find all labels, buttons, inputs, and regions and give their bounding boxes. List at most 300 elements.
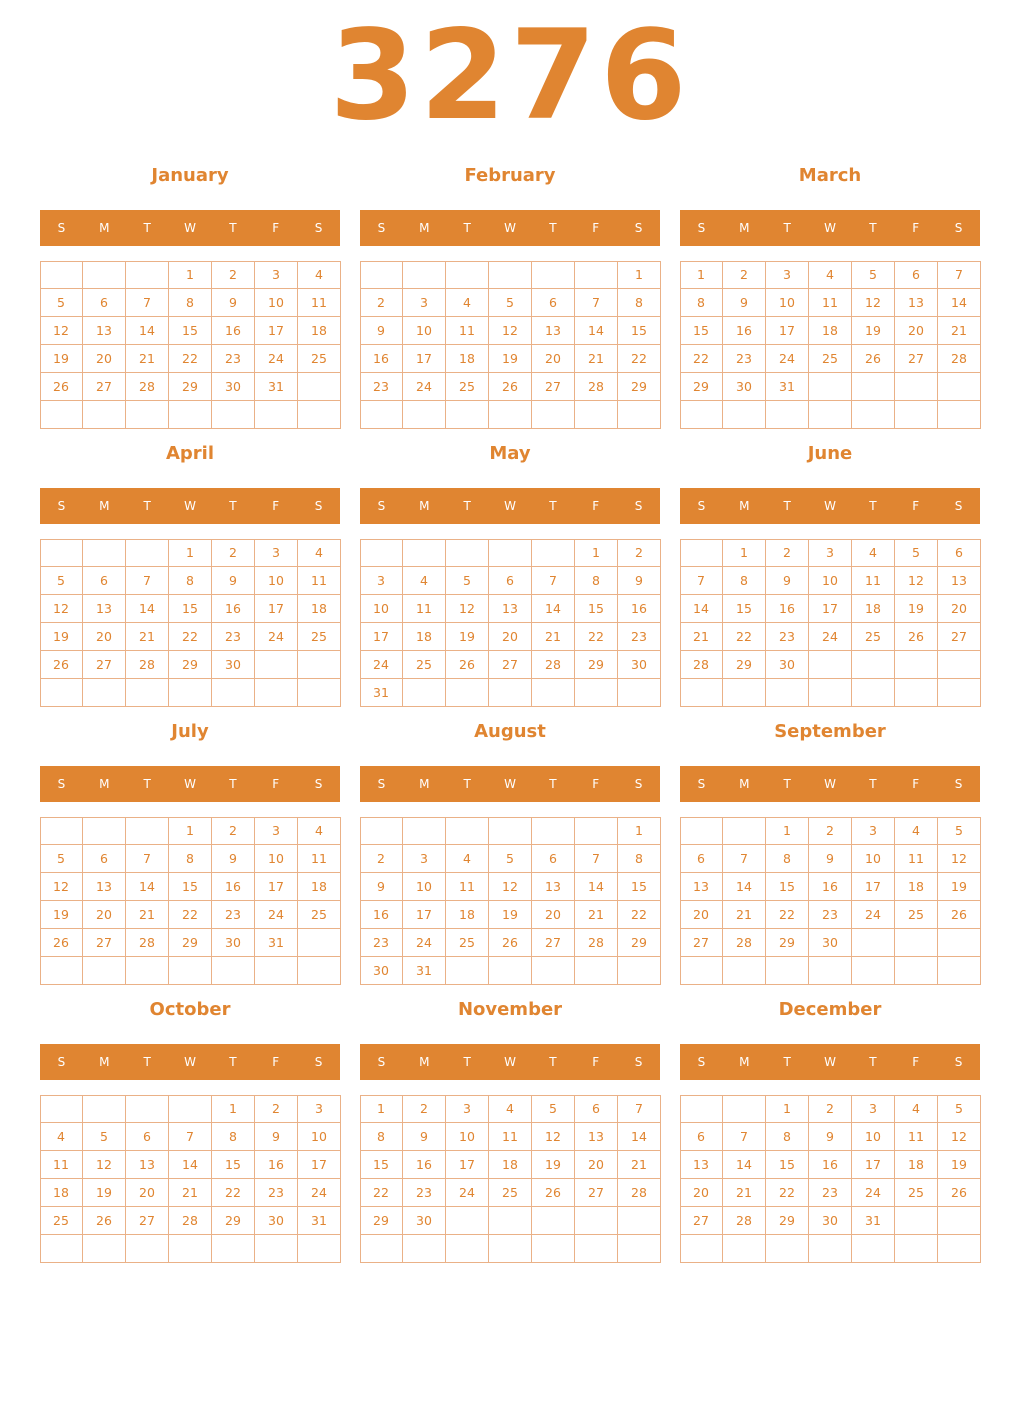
day-cell: 24 bbox=[809, 623, 852, 651]
day-cell: 13 bbox=[680, 1151, 723, 1179]
day-cell: 27 bbox=[532, 929, 575, 957]
empty-cell bbox=[169, 679, 212, 707]
day-cell: 16 bbox=[255, 1151, 298, 1179]
day-cell: 22 bbox=[212, 1179, 255, 1207]
weekday-label: T bbox=[549, 499, 557, 513]
month-name: May bbox=[489, 443, 531, 464]
empty-cell bbox=[895, 679, 938, 707]
day-cell: 18 bbox=[446, 345, 489, 373]
weekday-label: M bbox=[739, 499, 750, 513]
day-cell: 3 bbox=[809, 539, 852, 567]
day-cell: 6 bbox=[680, 845, 723, 873]
day-cell: 21 bbox=[938, 317, 981, 345]
day-cell: 4 bbox=[298, 261, 341, 289]
day-cell: 8 bbox=[169, 845, 212, 873]
empty-cell bbox=[83, 539, 126, 567]
day-cell: 23 bbox=[618, 623, 661, 651]
empty-cell bbox=[852, 373, 895, 401]
empty-cell bbox=[938, 1235, 981, 1263]
day-cell: 4 bbox=[40, 1123, 83, 1151]
day-cell: 21 bbox=[680, 623, 723, 651]
day-cell: 1 bbox=[212, 1095, 255, 1123]
weekday-label: S bbox=[377, 777, 386, 791]
weekday-header bbox=[40, 210, 340, 246]
weekday-label: M bbox=[99, 1055, 110, 1069]
day-cell: 28 bbox=[575, 929, 618, 957]
empty-cell bbox=[255, 401, 298, 429]
day-cell: 25 bbox=[403, 651, 446, 679]
weekday-label: T bbox=[229, 221, 237, 235]
weekday-label: S bbox=[697, 499, 706, 513]
empty-cell bbox=[446, 1207, 489, 1235]
empty-cell bbox=[403, 1235, 446, 1263]
day-cell: 11 bbox=[298, 289, 341, 317]
empty-cell bbox=[489, 817, 532, 845]
day-cell: 17 bbox=[255, 873, 298, 901]
day-cell: 3 bbox=[298, 1095, 341, 1123]
day-grid bbox=[680, 261, 981, 430]
month-name: July bbox=[171, 721, 209, 742]
empty-cell bbox=[766, 957, 809, 985]
empty-cell bbox=[766, 1235, 809, 1263]
day-cell: 30 bbox=[212, 373, 255, 401]
empty-cell bbox=[680, 817, 723, 845]
day-cell: 2 bbox=[403, 1095, 446, 1123]
empty-cell bbox=[938, 929, 981, 957]
day-cell: 3 bbox=[766, 261, 809, 289]
day-cell: 2 bbox=[212, 539, 255, 567]
month-name: February bbox=[464, 165, 556, 186]
day-cell: 22 bbox=[169, 345, 212, 373]
weekday-label: M bbox=[99, 221, 110, 235]
empty-cell bbox=[852, 1235, 895, 1263]
weekday-label: W bbox=[824, 221, 836, 235]
day-cell: 11 bbox=[895, 1123, 938, 1151]
day-cell: 12 bbox=[489, 317, 532, 345]
day-cell: 24 bbox=[852, 1179, 895, 1207]
weekday-label: T bbox=[869, 1055, 877, 1069]
day-cell: 12 bbox=[852, 289, 895, 317]
day-cell: 6 bbox=[532, 845, 575, 873]
day-cell: 10 bbox=[446, 1123, 489, 1151]
weekday-label: S bbox=[954, 777, 963, 791]
day-cell: 10 bbox=[255, 845, 298, 873]
empty-cell bbox=[446, 957, 489, 985]
day-cell: 16 bbox=[212, 595, 255, 623]
day-cell: 2 bbox=[618, 539, 661, 567]
weekday-label: W bbox=[824, 777, 836, 791]
day-cell: 22 bbox=[169, 901, 212, 929]
day-cell: 19 bbox=[489, 345, 532, 373]
day-cell: 17 bbox=[403, 345, 446, 373]
empty-cell bbox=[403, 401, 446, 429]
empty-cell bbox=[298, 1235, 341, 1263]
day-cell: 23 bbox=[360, 373, 403, 401]
day-cell: 25 bbox=[895, 901, 938, 929]
empty-cell bbox=[83, 1235, 126, 1263]
day-grid bbox=[680, 539, 981, 708]
day-cell: 29 bbox=[766, 929, 809, 957]
day-cell: 2 bbox=[360, 845, 403, 873]
day-cell: 23 bbox=[403, 1179, 446, 1207]
day-cell: 9 bbox=[255, 1123, 298, 1151]
day-cell: 11 bbox=[446, 873, 489, 901]
day-cell: 3 bbox=[255, 261, 298, 289]
day-cell: 8 bbox=[766, 1123, 809, 1151]
weekday-label: T bbox=[549, 777, 557, 791]
empty-cell bbox=[723, 1095, 766, 1123]
day-cell: 17 bbox=[360, 623, 403, 651]
day-cell: 31 bbox=[766, 373, 809, 401]
empty-cell bbox=[255, 1235, 298, 1263]
day-cell: 24 bbox=[766, 345, 809, 373]
day-cell: 21 bbox=[126, 623, 169, 651]
weekday-label: S bbox=[954, 1055, 963, 1069]
empty-cell bbox=[895, 651, 938, 679]
day-cell: 3 bbox=[403, 845, 446, 873]
day-cell: 28 bbox=[938, 345, 981, 373]
empty-cell bbox=[938, 373, 981, 401]
empty-cell bbox=[852, 651, 895, 679]
day-cell: 19 bbox=[40, 901, 83, 929]
day-cell: 19 bbox=[852, 317, 895, 345]
weekday-label: S bbox=[377, 1055, 386, 1069]
day-cell: 29 bbox=[169, 373, 212, 401]
weekday-header bbox=[360, 210, 660, 246]
day-cell: 20 bbox=[895, 317, 938, 345]
day-cell: 9 bbox=[360, 873, 403, 901]
day-cell: 14 bbox=[532, 595, 575, 623]
weekday-label: T bbox=[463, 777, 471, 791]
empty-cell bbox=[126, 401, 169, 429]
empty-cell bbox=[723, 1235, 766, 1263]
weekday-label: T bbox=[549, 221, 557, 235]
weekday-label: T bbox=[143, 777, 151, 791]
empty-cell bbox=[895, 401, 938, 429]
empty-cell bbox=[126, 957, 169, 985]
day-cell: 21 bbox=[575, 901, 618, 929]
day-cell: 10 bbox=[852, 1123, 895, 1151]
day-cell: 15 bbox=[680, 317, 723, 345]
weekday-label: M bbox=[419, 221, 430, 235]
day-cell: 7 bbox=[169, 1123, 212, 1151]
day-cell: 9 bbox=[723, 289, 766, 317]
day-cell: 5 bbox=[852, 261, 895, 289]
empty-cell bbox=[575, 679, 618, 707]
weekday-label: T bbox=[549, 1055, 557, 1069]
weekday-label: W bbox=[504, 1055, 516, 1069]
day-cell: 19 bbox=[40, 623, 83, 651]
day-grid bbox=[360, 261, 661, 430]
day-cell: 19 bbox=[938, 873, 981, 901]
empty-cell bbox=[126, 1095, 169, 1123]
day-cell: 28 bbox=[618, 1179, 661, 1207]
day-cell: 2 bbox=[766, 539, 809, 567]
day-cell: 29 bbox=[360, 1207, 403, 1235]
day-cell: 11 bbox=[298, 567, 341, 595]
weekday-label: W bbox=[184, 1055, 196, 1069]
day-cell: 14 bbox=[938, 289, 981, 317]
empty-cell bbox=[680, 1095, 723, 1123]
day-cell: 9 bbox=[809, 845, 852, 873]
day-cell: 28 bbox=[575, 373, 618, 401]
day-cell: 26 bbox=[489, 373, 532, 401]
day-cell: 23 bbox=[212, 901, 255, 929]
weekday-label: W bbox=[184, 221, 196, 235]
weekday-label: T bbox=[143, 499, 151, 513]
weekday-label: T bbox=[869, 777, 877, 791]
day-cell: 19 bbox=[938, 1151, 981, 1179]
day-cell: 14 bbox=[723, 873, 766, 901]
day-grid bbox=[40, 261, 341, 430]
empty-cell bbox=[575, 401, 618, 429]
day-cell: 26 bbox=[895, 623, 938, 651]
day-cell: 28 bbox=[723, 929, 766, 957]
day-cell: 20 bbox=[489, 623, 532, 651]
day-cell: 12 bbox=[83, 1151, 126, 1179]
day-cell: 30 bbox=[809, 1207, 852, 1235]
day-cell: 11 bbox=[403, 595, 446, 623]
day-cell: 27 bbox=[83, 929, 126, 957]
day-cell: 18 bbox=[298, 317, 341, 345]
day-cell: 5 bbox=[446, 567, 489, 595]
weekday-label: S bbox=[634, 499, 643, 513]
empty-cell bbox=[489, 401, 532, 429]
day-cell: 18 bbox=[298, 873, 341, 901]
day-cell: 18 bbox=[298, 595, 341, 623]
weekday-label: M bbox=[419, 777, 430, 791]
empty-cell bbox=[938, 401, 981, 429]
empty-cell bbox=[126, 679, 169, 707]
day-cell: 29 bbox=[212, 1207, 255, 1235]
weekday-label: F bbox=[912, 777, 920, 791]
day-grid bbox=[360, 817, 661, 986]
empty-cell bbox=[298, 373, 341, 401]
weekday-label: S bbox=[314, 221, 323, 235]
empty-cell bbox=[618, 1207, 661, 1235]
day-cell: 23 bbox=[723, 345, 766, 373]
day-cell: 21 bbox=[169, 1179, 212, 1207]
day-cell: 27 bbox=[680, 929, 723, 957]
weekday-label: F bbox=[592, 221, 600, 235]
day-cell: 6 bbox=[532, 289, 575, 317]
weekday-label: F bbox=[272, 1055, 280, 1069]
day-cell: 8 bbox=[766, 845, 809, 873]
day-cell: 24 bbox=[852, 901, 895, 929]
empty-cell bbox=[40, 1095, 83, 1123]
day-cell: 24 bbox=[403, 929, 446, 957]
day-cell: 26 bbox=[40, 373, 83, 401]
day-cell: 27 bbox=[83, 651, 126, 679]
empty-cell bbox=[532, 539, 575, 567]
weekday-header bbox=[40, 1044, 340, 1080]
day-cell: 11 bbox=[298, 845, 341, 873]
day-cell: 24 bbox=[298, 1179, 341, 1207]
empty-cell bbox=[680, 1235, 723, 1263]
day-cell: 19 bbox=[83, 1179, 126, 1207]
empty-cell bbox=[809, 651, 852, 679]
day-cell: 15 bbox=[212, 1151, 255, 1179]
day-cell: 23 bbox=[360, 929, 403, 957]
day-cell: 14 bbox=[126, 317, 169, 345]
day-cell: 20 bbox=[532, 901, 575, 929]
empty-cell bbox=[938, 1207, 981, 1235]
day-cell: 21 bbox=[723, 901, 766, 929]
day-cell: 6 bbox=[126, 1123, 169, 1151]
empty-cell bbox=[852, 957, 895, 985]
empty-cell bbox=[40, 1235, 83, 1263]
day-cell: 3 bbox=[446, 1095, 489, 1123]
day-cell: 19 bbox=[40, 345, 83, 373]
weekday-label: M bbox=[99, 499, 110, 513]
day-cell: 23 bbox=[766, 623, 809, 651]
day-cell: 17 bbox=[298, 1151, 341, 1179]
day-cell: 7 bbox=[680, 567, 723, 595]
empty-cell bbox=[298, 651, 341, 679]
day-cell: 18 bbox=[852, 595, 895, 623]
month-name: November bbox=[457, 999, 563, 1020]
empty-cell bbox=[895, 373, 938, 401]
day-cell: 2 bbox=[212, 817, 255, 845]
day-cell: 5 bbox=[489, 289, 532, 317]
day-cell: 4 bbox=[298, 817, 341, 845]
day-cell: 13 bbox=[680, 873, 723, 901]
weekday-header bbox=[680, 488, 980, 524]
empty-cell bbox=[126, 261, 169, 289]
weekday-label: W bbox=[184, 777, 196, 791]
day-cell: 23 bbox=[212, 345, 255, 373]
day-cell: 28 bbox=[723, 1207, 766, 1235]
day-cell: 4 bbox=[895, 817, 938, 845]
day-cell: 13 bbox=[532, 317, 575, 345]
day-cell: 7 bbox=[126, 289, 169, 317]
weekday-label: F bbox=[272, 777, 280, 791]
day-cell: 4 bbox=[446, 289, 489, 317]
day-cell: 2 bbox=[212, 261, 255, 289]
empty-cell bbox=[852, 401, 895, 429]
day-cell: 28 bbox=[169, 1207, 212, 1235]
day-cell: 31 bbox=[360, 679, 403, 707]
day-cell: 6 bbox=[489, 567, 532, 595]
weekday-label: F bbox=[592, 777, 600, 791]
day-cell: 31 bbox=[255, 929, 298, 957]
weekday-label: S bbox=[634, 221, 643, 235]
day-cell: 30 bbox=[723, 373, 766, 401]
day-cell: 28 bbox=[126, 929, 169, 957]
day-cell: 24 bbox=[403, 373, 446, 401]
day-cell: 17 bbox=[852, 873, 895, 901]
empty-cell bbox=[255, 651, 298, 679]
empty-cell bbox=[575, 817, 618, 845]
empty-cell bbox=[212, 957, 255, 985]
day-cell: 1 bbox=[766, 817, 809, 845]
day-cell: 7 bbox=[575, 289, 618, 317]
day-cell: 14 bbox=[723, 1151, 766, 1179]
day-cell: 8 bbox=[618, 289, 661, 317]
empty-cell bbox=[40, 261, 83, 289]
day-cell: 22 bbox=[618, 901, 661, 929]
day-cell: 16 bbox=[212, 317, 255, 345]
day-cell: 8 bbox=[680, 289, 723, 317]
weekday-label: T bbox=[869, 221, 877, 235]
empty-cell bbox=[766, 679, 809, 707]
day-cell: 6 bbox=[938, 539, 981, 567]
day-cell: 27 bbox=[83, 373, 126, 401]
weekday-label: S bbox=[954, 221, 963, 235]
day-cell: 26 bbox=[938, 1179, 981, 1207]
day-cell: 29 bbox=[575, 651, 618, 679]
day-cell: 8 bbox=[618, 845, 661, 873]
day-cell: 7 bbox=[618, 1095, 661, 1123]
day-cell: 11 bbox=[809, 289, 852, 317]
empty-cell bbox=[489, 679, 532, 707]
day-cell: 3 bbox=[852, 1095, 895, 1123]
empty-cell bbox=[852, 929, 895, 957]
day-cell: 24 bbox=[255, 901, 298, 929]
empty-cell bbox=[298, 401, 341, 429]
empty-cell bbox=[809, 373, 852, 401]
day-cell: 11 bbox=[852, 567, 895, 595]
empty-cell bbox=[895, 957, 938, 985]
day-cell: 17 bbox=[255, 595, 298, 623]
weekday-label: S bbox=[314, 499, 323, 513]
day-cell: 26 bbox=[489, 929, 532, 957]
empty-cell bbox=[83, 261, 126, 289]
day-cell: 24 bbox=[255, 623, 298, 651]
weekday-label: W bbox=[504, 499, 516, 513]
day-cell: 29 bbox=[766, 1207, 809, 1235]
day-cell: 22 bbox=[618, 345, 661, 373]
empty-cell bbox=[255, 679, 298, 707]
empty-cell bbox=[489, 539, 532, 567]
weekday-header bbox=[360, 488, 660, 524]
day-cell: 20 bbox=[532, 345, 575, 373]
weekday-header bbox=[360, 1044, 660, 1080]
day-cell: 28 bbox=[680, 651, 723, 679]
empty-cell bbox=[618, 679, 661, 707]
day-cell: 16 bbox=[766, 595, 809, 623]
day-cell: 1 bbox=[618, 261, 661, 289]
day-cell: 4 bbox=[489, 1095, 532, 1123]
empty-cell bbox=[360, 261, 403, 289]
empty-cell bbox=[532, 1207, 575, 1235]
day-cell: 7 bbox=[126, 567, 169, 595]
day-cell: 20 bbox=[938, 595, 981, 623]
day-cell: 1 bbox=[618, 817, 661, 845]
day-cell: 24 bbox=[446, 1179, 489, 1207]
empty-cell bbox=[40, 401, 83, 429]
empty-cell bbox=[532, 261, 575, 289]
day-cell: 14 bbox=[575, 317, 618, 345]
day-cell: 13 bbox=[938, 567, 981, 595]
day-cell: 25 bbox=[446, 929, 489, 957]
empty-cell bbox=[83, 957, 126, 985]
day-cell: 4 bbox=[895, 1095, 938, 1123]
day-cell: 12 bbox=[40, 595, 83, 623]
weekday-label: S bbox=[57, 221, 66, 235]
empty-cell bbox=[298, 679, 341, 707]
day-cell: 5 bbox=[489, 845, 532, 873]
weekday-label: S bbox=[697, 777, 706, 791]
day-grid bbox=[40, 539, 341, 708]
day-cell: 16 bbox=[809, 873, 852, 901]
weekday-label: S bbox=[377, 221, 386, 235]
day-cell: 16 bbox=[809, 1151, 852, 1179]
day-cell: 17 bbox=[403, 901, 446, 929]
day-cell: 16 bbox=[723, 317, 766, 345]
day-cell: 9 bbox=[360, 317, 403, 345]
empty-cell bbox=[723, 401, 766, 429]
